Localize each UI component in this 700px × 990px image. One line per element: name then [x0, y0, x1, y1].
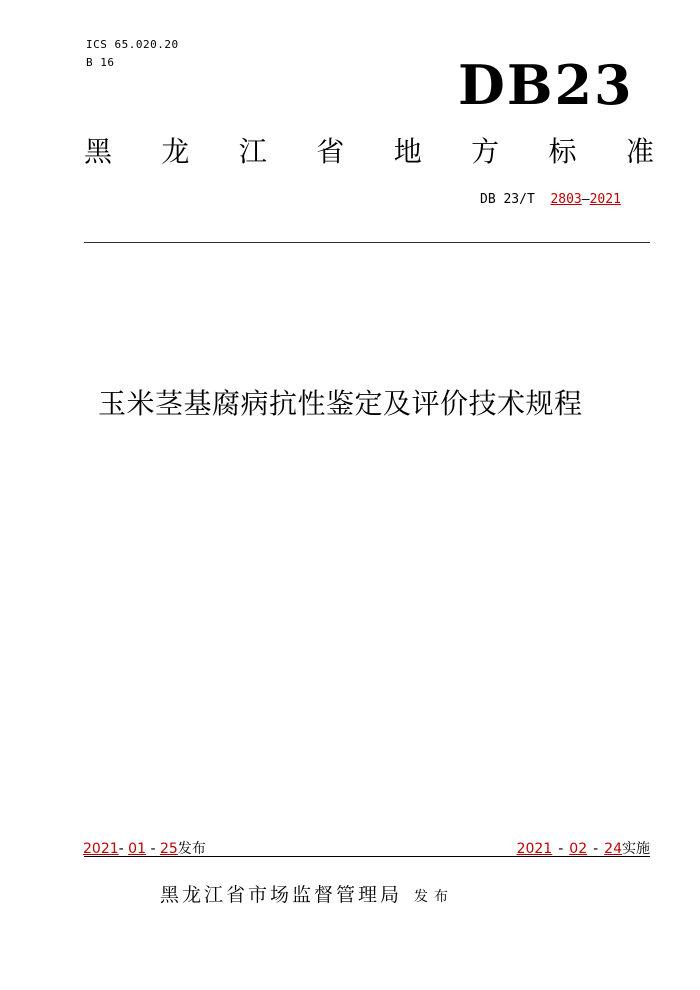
issuer-suffix: 发布 [414, 889, 455, 905]
ccs-code: B 16 [86, 56, 115, 69]
standard-type-char: 方 [471, 135, 500, 168]
implement-day: 24 [604, 841, 622, 857]
standard-type-char: 龙 [161, 135, 190, 168]
implement-year: 2021 [516, 841, 553, 857]
publish-date [83, 838, 206, 858]
implement-label: 实施 [622, 841, 650, 857]
implement-date [517, 838, 650, 858]
standard-dash: — [581, 192, 590, 207]
issuer-name: 黑龙江省市场监督管理局 [160, 884, 403, 906]
publish-month: 01 [128, 841, 146, 857]
standard-year: 2021 [589, 192, 621, 207]
ics-code: ICS 65.020.20 [86, 38, 179, 51]
implement-sep: - [558, 841, 564, 857]
standard-number-value: 2803 [550, 192, 582, 207]
publish-sep: - [150, 841, 156, 857]
standard-type-char: 地 [393, 135, 422, 168]
implement-month: 02 [569, 841, 588, 857]
publish-day: 25 [159, 841, 178, 857]
standard-type-heading [84, 135, 654, 168]
issuing-authority [160, 880, 454, 907]
standard-prefix: DB 23/T [480, 192, 535, 207]
header-divider [84, 242, 650, 243]
standard-number [480, 192, 621, 207]
standard-type-char: 江 [238, 135, 267, 168]
db-code-logo: DB23 [458, 53, 634, 117]
standard-type-char: 标 [548, 135, 577, 168]
standard-type-char: 黑 [84, 135, 113, 168]
footer-divider [84, 856, 650, 857]
document-title: 玉米茎基腐病抗性鉴定及评价技术规程 [98, 387, 583, 420]
publish-year: 2021 [83, 841, 119, 857]
standard-type-char: 准 [625, 135, 654, 168]
publish-label: 发布 [177, 841, 206, 857]
publish-sep: - [118, 841, 124, 857]
implement-sep: - [593, 841, 599, 857]
standard-type-char: 省 [316, 135, 345, 168]
